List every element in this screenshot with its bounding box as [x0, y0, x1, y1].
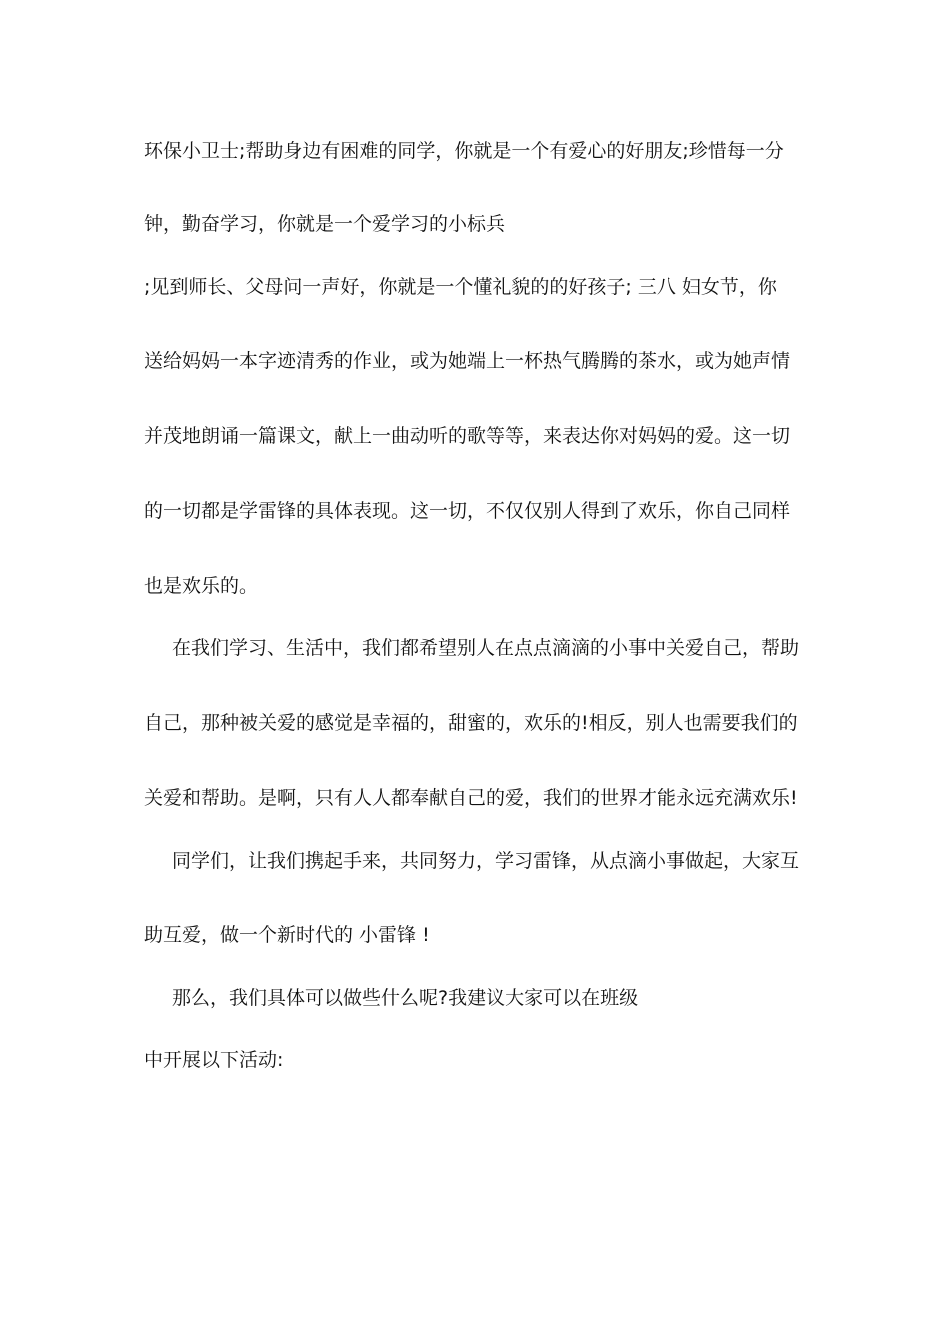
- text-line-14: 中开展以下活动:: [144, 1049, 284, 1071]
- text-line-1: 环保小卫士;帮助身边有困难的同学，你就是一个有爱心的好朋友;珍惜每一分: [144, 140, 784, 162]
- text-line-5: 并茂地朗诵一篇课文，献上一曲动听的歌等等，来表达你对妈妈的爱。这一切: [144, 425, 791, 447]
- text-line-7: 也是欢乐的。: [144, 575, 259, 597]
- text-line-6: 的一切都是学雷锋的具体表现。这一切，不仅仅别人得到了欢乐，你自己同样: [144, 500, 791, 522]
- text-line-13: 那么，我们具体可以做些什么呢?我建议大家可以在班级: [172, 987, 639, 1009]
- text-line-10: 关爱和帮助。是啊，只有人人都奉献自己的爱，我们的世界才能永远充满欢乐!: [144, 787, 798, 809]
- text-line-2: 钟，勤奋学习，你就是一个爱学习的小标兵: [144, 213, 506, 235]
- text-line-9: 自己，那种被关爱的感觉是幸福的，甜蜜的，欢乐的!相反，别人也需要我们的: [144, 712, 798, 734]
- text-line-8: 在我们学习、生活中，我们都希望别人在点点滴滴的小事中关爱自己，帮助: [172, 637, 800, 659]
- text-line-12: 助互爱，做一个新时代的 小雷锋 !: [144, 924, 430, 946]
- text-line-4: 送给妈妈一本字迹清秀的作业，或为她端上一杯热气腾腾的茶水，或为她声情: [144, 350, 791, 372]
- text-line-3: ;见到师长、父母问一声好，你就是一个懂礼貌的的好孩子; 三八 妇女节，你: [144, 276, 777, 298]
- text-line-11: 同学们，让我们携起手来，共同努力，学习雷锋，从点滴小事做起，大家互: [172, 850, 800, 872]
